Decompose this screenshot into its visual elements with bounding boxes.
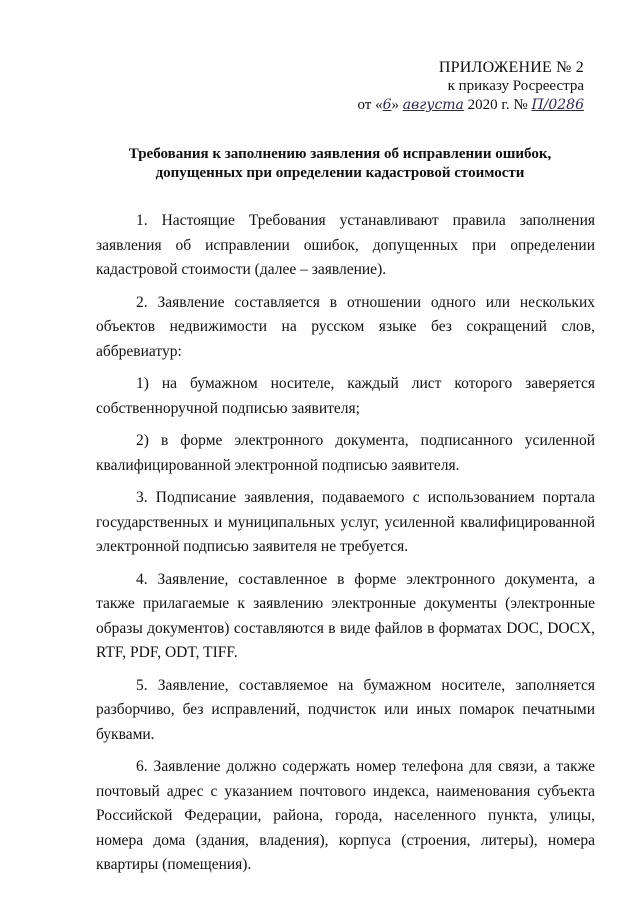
order-date-line [324, 96, 584, 115]
paragraph-4: 4. Заявление, составленное в форме электронного документа, а также прилагаемые к заявлению электронные документы (электронные образы документов) составляются в виде файлов в форматах DOC, DOCX, RTF, PDF, ODT, TIFF. [96, 570, 595, 661]
date-year: 2020 г. № [463, 97, 532, 113]
paragraph-3: 3. Подписание заявления, подаваемого с использованием портала государственных и муниципальных услуг, усиленной квалифицированной электронной подписью заявителя не требуется. [96, 489, 595, 555]
handwritten-day: 6 [382, 97, 392, 113]
title-line-2: допущенных при определении кадастровой стоимости [155, 165, 525, 181]
handwritten-month: августа [402, 97, 464, 113]
paragraph-5: 5. Заявление, составляемое на бумажном носителе, заполняется разборчиво, без исправлений, подчисток или иных помарок печатными буквами. [96, 676, 595, 743]
appendix-header [324, 58, 584, 115]
date-mid: » [391, 97, 403, 113]
title-line-1: Требования к заполнению заявления об исправлении ошибок, [128, 146, 552, 162]
order-reference: к приказу Росреестра [447, 78, 584, 94]
paragraph-2-item-1: 1) на бумажном носителе, каждый лист которого заверяется собственноручной подписью заявителя; [96, 375, 595, 417]
document-body [96, 209, 595, 878]
paragraph-2-item-2: 2) в форме электронного документа, подписанного усиленной квалифицированной электронной подписью заявителя. [96, 432, 595, 474]
handwritten-order-number: П/0286 [531, 97, 584, 113]
paragraph-6: 6. Заявление должно содержать номер телефона для связи, а также почтовый адрес с указанием почтового индекса, наименования субъекта Российской Федерации, района, города, населенного пункта, улицы, номера дома (здания, владения), корпуса (строения, литеры), номера квартиры (помещения). [96, 758, 595, 873]
document-title [96, 145, 584, 183]
appendix-number: ПРИЛОЖЕНИЕ № 2 [438, 59, 584, 76]
paragraph-1: 1. Настоящие Требования устанавливают правила заполнения заявления об исправлении ошибок, допущенных при определении кадастровой стоимости (далее – заявление). [96, 212, 595, 278]
paragraph-2: 2. Заявление составляется в отношении одного или нескольких объектов недвижимости на русском языке без сокращений слов, аббревиатур: [96, 293, 595, 360]
date-prefix: от « [357, 97, 383, 113]
